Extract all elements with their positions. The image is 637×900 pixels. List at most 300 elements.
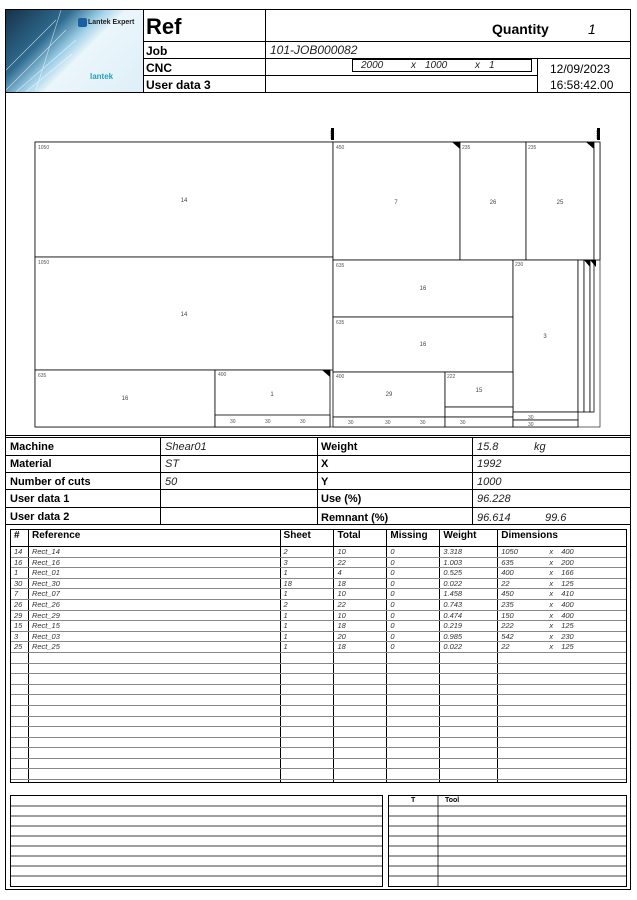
cell-n: 3: [11, 632, 29, 642]
empty-cell: [334, 727, 387, 737]
svg-text:450: 450: [336, 145, 345, 151]
cell-ref: Rect_30: [29, 579, 281, 589]
empty-cell: [11, 685, 29, 695]
empty-cell: [29, 769, 281, 779]
x-value: 1992: [477, 458, 502, 470]
cell-dimensions: [498, 547, 626, 557]
cell-total: 18: [334, 642, 387, 652]
logo-mark-icon: [78, 18, 87, 27]
ref-label: Ref: [146, 14, 182, 39]
machine-label: Machine: [10, 441, 55, 453]
empty-cell: [498, 780, 626, 783]
tool-t-label: T: [411, 797, 416, 804]
svg-text:7: 7: [394, 200, 398, 206]
col-reference: Reference: [29, 530, 281, 546]
empty-cell: [11, 717, 29, 727]
dim-width: 222: [501, 621, 514, 631]
svg-text:230: 230: [515, 262, 524, 268]
dim-height: 400: [561, 599, 574, 609]
user-data1-label: User data 1: [10, 493, 70, 505]
cell-sheet: 1: [281, 642, 335, 652]
y-label: Y: [321, 476, 329, 488]
svg-text:1000: 1000: [329, 130, 334, 139]
cell-missing: 0: [387, 611, 440, 621]
cell-sheet: 18: [281, 579, 335, 589]
dim-sep: x: [549, 642, 554, 652]
cell-weight: 0.022: [440, 579, 498, 589]
empty-cell: [334, 674, 387, 684]
cell-sheet: 1: [281, 632, 335, 642]
empty-cell: [11, 653, 29, 663]
cell-missing: 0: [387, 547, 440, 557]
svg-text:26: 26: [489, 200, 497, 206]
svg-text:30: 30: [385, 420, 391, 426]
cell-ref: Rect_16: [29, 558, 281, 568]
empty-cell: [440, 685, 498, 695]
notes-box: [10, 795, 383, 887]
svg-text:30: 30: [348, 420, 354, 426]
empty-cell: [387, 738, 440, 748]
table-header: [11, 530, 626, 547]
dim-sep: x: [549, 599, 554, 609]
dim-height: 166: [561, 568, 574, 578]
empty-cell: [387, 780, 440, 783]
remnant-value2: 99.6: [545, 512, 567, 524]
svg-text:3: 3: [543, 334, 547, 340]
weight-unit: kg: [534, 441, 546, 453]
nesting-drawing: [0, 92, 637, 435]
svg-text:30: 30: [420, 420, 426, 426]
table-body: [11, 547, 626, 783]
empty-cell: [440, 706, 498, 716]
table-row: [11, 664, 626, 675]
table-row: [11, 748, 626, 759]
cell-sheet: 1: [281, 611, 335, 621]
svg-text:30: 30: [460, 420, 466, 426]
cell-missing: 0: [387, 632, 440, 642]
dim-height: 400: [561, 547, 574, 556]
svg-text:400: 400: [336, 374, 345, 380]
dim-sep: x: [549, 547, 554, 556]
svg-text:30: 30: [300, 419, 306, 425]
cell-dimensions: [498, 632, 626, 642]
empty-cell: [281, 769, 335, 779]
table-row: [11, 685, 626, 696]
empty-cell: [334, 780, 387, 783]
sheet-x: 2000: [361, 60, 384, 71]
table-row: [11, 674, 626, 685]
empty-cell: [387, 695, 440, 705]
empty-cell: [498, 653, 626, 663]
table-row: [11, 579, 626, 590]
col-number: #: [11, 530, 29, 546]
dim-height: 200: [561, 557, 574, 567]
empty-cell: [281, 685, 335, 695]
empty-cell: [11, 769, 29, 779]
date: 12/09/2023: [550, 62, 611, 76]
empty-cell: [440, 653, 498, 663]
empty-cell: [440, 664, 498, 674]
empty-cell: [29, 717, 281, 727]
svg-text:222: 222: [447, 374, 456, 380]
empty-cell: [29, 727, 281, 737]
cell-sheet: 3: [281, 558, 335, 568]
svg-text:25: 25: [556, 200, 564, 206]
use-label: Use (%): [321, 493, 362, 505]
empty-cell: [29, 706, 281, 716]
empty-cell: [281, 653, 335, 663]
svg-text:15: 15: [475, 388, 483, 394]
cell-dimensions: [498, 621, 626, 631]
table-row: [11, 611, 626, 622]
time: 16:58:42.00: [550, 78, 614, 92]
svg-text:635: 635: [336, 320, 345, 326]
col-missing: Missing: [387, 530, 440, 546]
empty-cell: [281, 664, 335, 674]
dim-width: 635: [501, 557, 514, 567]
job-label: Job: [146, 44, 168, 58]
sheet-sep-2: x: [475, 60, 480, 71]
cell-sheet: 1: [281, 621, 335, 631]
dim-height: 400: [561, 610, 574, 620]
empty-cell: [387, 674, 440, 684]
empty-cell: [440, 695, 498, 705]
empty-cell: [281, 727, 335, 737]
svg-text:30: 30: [230, 419, 236, 425]
svg-text:635: 635: [336, 263, 345, 269]
empty-cell: [440, 759, 498, 769]
x-label: X: [321, 458, 329, 470]
remnant-value: 96.614: [477, 512, 511, 524]
dim-height: 125: [561, 621, 574, 631]
cell-missing: 0: [387, 579, 440, 589]
svg-text:1992: 1992: [595, 130, 600, 139]
dim-height: 410: [561, 589, 574, 599]
cell-missing: 0: [387, 642, 440, 652]
col-sheet: Sheet: [281, 530, 335, 546]
cell-n: 1: [11, 568, 29, 578]
cuts-value: 50: [165, 476, 178, 488]
company-logo: [6, 10, 143, 92]
empty-cell: [29, 674, 281, 684]
empty-cell: [440, 727, 498, 737]
empty-cell: [440, 674, 498, 684]
sheet-size-box: [352, 59, 532, 72]
table-row: [11, 706, 626, 717]
dim-height: 125: [561, 578, 574, 588]
empty-cell: [281, 759, 335, 769]
quantity-value: 1: [588, 21, 596, 37]
y-value: 1000: [477, 476, 502, 488]
dim-width: 450: [501, 589, 514, 599]
svg-text:1050: 1050: [38, 145, 50, 151]
svg-text:29: 29: [385, 392, 393, 398]
cell-total: 10: [334, 547, 387, 557]
dim-width: 150: [501, 610, 514, 620]
svg-text:235: 235: [528, 145, 537, 151]
table-row: [11, 547, 626, 558]
table-row: [11, 568, 626, 579]
dim-sep: x: [549, 557, 554, 567]
weight-label: Weight: [321, 441, 358, 453]
dim-width: 400: [501, 568, 514, 578]
dim-width: 235: [501, 599, 514, 609]
empty-cell: [29, 664, 281, 674]
cell-ref: Rect_07: [29, 589, 281, 599]
empty-cell: [334, 695, 387, 705]
cell-ref: Rect_25: [29, 642, 281, 652]
empty-cell: [440, 748, 498, 758]
use-value: 96.228: [477, 493, 511, 505]
empty-cell: [29, 759, 281, 769]
cell-weight: 0.985: [440, 632, 498, 642]
empty-cell: [498, 674, 626, 684]
table-row: [11, 769, 626, 780]
empty-cell: [334, 748, 387, 758]
cell-dimensions: [498, 568, 626, 578]
svg-text:30: 30: [528, 422, 534, 428]
cell-weight: 0.474: [440, 611, 498, 621]
cell-sheet: 2: [281, 600, 335, 610]
dim-sep: x: [549, 610, 554, 620]
empty-cell: [29, 780, 281, 783]
empty-cell: [281, 695, 335, 705]
table-row: [11, 621, 626, 632]
table-row: [11, 558, 626, 569]
user-data3-label: User data 3: [146, 78, 211, 92]
empty-cell: [387, 717, 440, 727]
svg-text:1050: 1050: [38, 260, 50, 266]
cell-total: 18: [334, 579, 387, 589]
table-row: [11, 738, 626, 749]
empty-cell: [498, 717, 626, 727]
empty-cell: [387, 664, 440, 674]
cell-missing: 0: [387, 600, 440, 610]
dim-sep: x: [549, 568, 554, 578]
empty-cell: [440, 780, 498, 783]
cuts-label: Number of cuts: [10, 476, 91, 488]
empty-cell: [387, 748, 440, 758]
empty-cell: [11, 738, 29, 748]
table-row: [11, 653, 626, 664]
svg-text:30: 30: [528, 415, 534, 421]
dim-height: 125: [561, 642, 574, 652]
empty-cell: [387, 759, 440, 769]
dim-width: 1050: [501, 547, 518, 556]
cell-weight: 3.318: [440, 547, 498, 557]
empty-cell: [387, 727, 440, 737]
cell-n: 7: [11, 589, 29, 599]
table-row: [11, 589, 626, 600]
dim-height: 230: [561, 631, 574, 641]
svg-text:16: 16: [121, 396, 129, 402]
svg-text:30: 30: [265, 419, 271, 425]
svg-text:14: 14: [180, 198, 188, 204]
logo-sub: lantek: [90, 72, 114, 81]
cell-weight: 1.003: [440, 558, 498, 568]
empty-cell: [281, 717, 335, 727]
sheet-sep-1: x: [411, 60, 416, 71]
cell-total: 20: [334, 632, 387, 642]
empty-cell: [498, 685, 626, 695]
col-weight: Weight: [440, 530, 498, 546]
empty-cell: [11, 748, 29, 758]
empty-cell: [11, 780, 29, 783]
cell-n: 30: [11, 579, 29, 589]
empty-cell: [29, 685, 281, 695]
empty-cell: [334, 706, 387, 716]
empty-cell: [11, 706, 29, 716]
cell-total: 10: [334, 589, 387, 599]
cell-ref: Rect_26: [29, 600, 281, 610]
empty-cell: [387, 769, 440, 779]
empty-cell: [334, 664, 387, 674]
table-row: [11, 642, 626, 653]
empty-cell: [387, 706, 440, 716]
empty-cell: [29, 695, 281, 705]
cell-n: 16: [11, 558, 29, 568]
svg-text:16: 16: [419, 286, 427, 292]
logo-brand: Lantek Expert: [88, 19, 135, 26]
table-row: [11, 717, 626, 728]
cell-missing: 0: [387, 621, 440, 631]
table-row: [11, 759, 626, 770]
empty-cell: [334, 759, 387, 769]
cell-missing: 0: [387, 589, 440, 599]
empty-cell: [29, 748, 281, 758]
empty-cell: [11, 695, 29, 705]
cell-total: 22: [334, 600, 387, 610]
cell-weight: 0.022: [440, 642, 498, 652]
empty-cell: [334, 717, 387, 727]
empty-cell: [281, 780, 335, 783]
empty-cell: [11, 727, 29, 737]
cell-dimensions: [498, 558, 626, 568]
svg-text:635: 635: [38, 373, 47, 379]
cell-sheet: 1: [281, 589, 335, 599]
empty-cell: [11, 664, 29, 674]
empty-cell: [29, 653, 281, 663]
empty-cell: [281, 748, 335, 758]
cell-n: 26: [11, 600, 29, 610]
empty-cell: [387, 685, 440, 695]
empty-cell: [11, 759, 29, 769]
cell-dimensions: [498, 642, 626, 652]
cell-n: 15: [11, 621, 29, 631]
cell-weight: 0.743: [440, 600, 498, 610]
cell-n: 25: [11, 642, 29, 652]
user-data2-label: User data 2: [10, 511, 70, 523]
svg-text:400: 400: [218, 372, 227, 378]
remnant-label: Remnant (%): [321, 512, 389, 524]
dim-sep: x: [549, 589, 554, 599]
dim-width: 22: [501, 642, 510, 652]
cell-n: 29: [11, 611, 29, 621]
empty-cell: [29, 738, 281, 748]
dim-sep: x: [549, 631, 554, 641]
cell-n: 14: [11, 547, 29, 557]
material-value: ST: [165, 458, 180, 470]
empty-cell: [334, 738, 387, 748]
cell-weight: 1.458: [440, 589, 498, 599]
cell-ref: Rect_01: [29, 568, 281, 578]
cell-weight: 0.219: [440, 621, 498, 631]
cell-missing: 0: [387, 568, 440, 578]
empty-cell: [281, 706, 335, 716]
empty-cell: [498, 738, 626, 748]
table-row: [11, 727, 626, 738]
job-value: 101-JOB000082: [270, 43, 358, 57]
svg-text:235: 235: [462, 145, 471, 151]
cell-dimensions: [498, 611, 626, 621]
table-row: [11, 632, 626, 643]
cell-ref: Rect_15: [29, 621, 281, 631]
machine-value: Shear01: [165, 441, 207, 453]
empty-cell: [440, 769, 498, 779]
table-row: [11, 695, 626, 706]
quantity-label: Quantity: [492, 21, 549, 37]
tools-box: [388, 795, 627, 887]
cell-weight: 0.525: [440, 568, 498, 578]
cell-missing: 0: [387, 558, 440, 568]
cell-sheet: 1: [281, 568, 335, 578]
empty-cell: [387, 653, 440, 663]
cell-total: 10: [334, 611, 387, 621]
empty-cell: [334, 685, 387, 695]
empty-cell: [498, 748, 626, 758]
empty-cell: [498, 695, 626, 705]
table-row: [11, 600, 626, 611]
table-row: [11, 780, 626, 783]
cell-total: 22: [334, 558, 387, 568]
col-total: Total: [334, 530, 387, 546]
cell-sheet: 2: [281, 547, 335, 557]
empty-cell: [498, 706, 626, 716]
empty-cell: [498, 664, 626, 674]
empty-cell: [440, 717, 498, 727]
empty-cell: [440, 738, 498, 748]
dim-width: 542: [501, 631, 514, 641]
empty-cell: [334, 653, 387, 663]
cell-dimensions: [498, 579, 626, 589]
sheet-y: 1000: [425, 60, 448, 71]
cell-dimensions: [498, 589, 626, 599]
empty-cell: [498, 769, 626, 779]
dim-sep: x: [549, 578, 554, 588]
svg-text:14: 14: [180, 312, 188, 318]
cnc-label: CNC: [146, 61, 172, 75]
cell-ref: Rect_03: [29, 632, 281, 642]
cell-ref: Rect_14: [29, 547, 281, 557]
empty-cell: [281, 674, 335, 684]
tool-label: Tool: [445, 797, 460, 804]
col-dimensions: Dimensions: [501, 530, 558, 541]
cell-total: 4: [334, 568, 387, 578]
svg-text:16: 16: [419, 342, 427, 348]
parts-table: [10, 529, 627, 783]
cell-dimensions: [498, 600, 626, 610]
empty-cell: [498, 759, 626, 769]
dim-width: 22: [501, 578, 510, 588]
empty-cell: [498, 727, 626, 737]
empty-cell: [11, 674, 29, 684]
weight-value: 15.8: [477, 441, 499, 453]
svg-text:1: 1: [270, 392, 274, 398]
sheet-n: 1: [489, 60, 495, 71]
empty-cell: [281, 738, 335, 748]
cell-ref: Rect_29: [29, 611, 281, 621]
dim-sep: x: [549, 621, 554, 631]
